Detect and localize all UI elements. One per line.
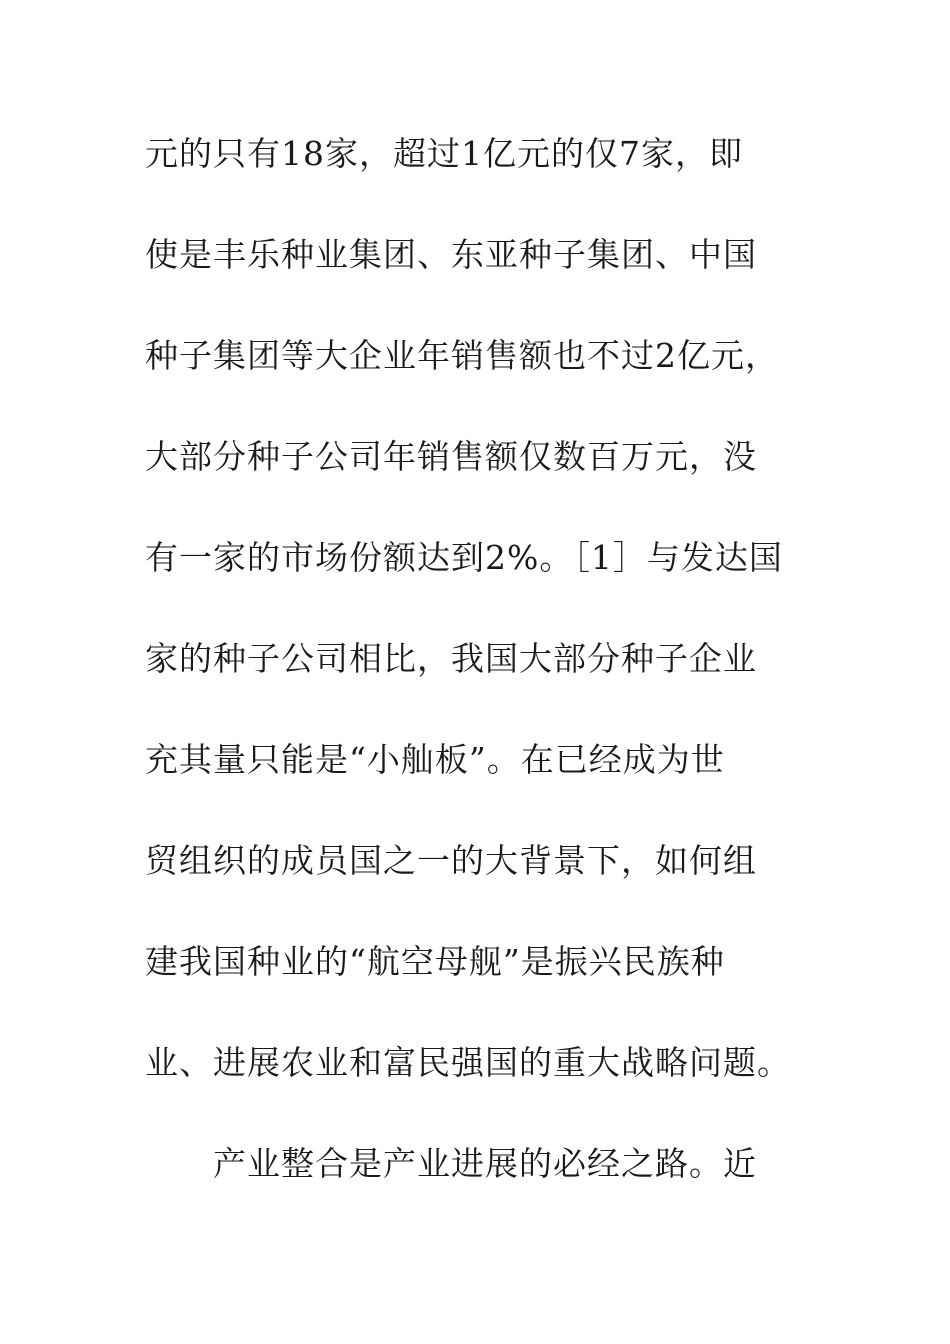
text-line: 充其量只能是“小舢板”。在已经成为世 [145, 740, 725, 779]
body-text [145, 124, 825, 1235]
text-line: 种子集团等大企业年销售额也不过2亿元， [145, 336, 779, 375]
text-line: 元的只有18家，超过1亿元的仅7家，即 [145, 134, 743, 173]
text-line: 使是丰乐种业集团、东亚种子集团、中国 [145, 235, 757, 274]
text-line: 贸组织的成员国之一的大背景下，如何组 [145, 841, 757, 880]
text-line: 建我国种业的“航空母舰”是振兴民族种 [145, 942, 725, 981]
text-line: 有一家的市场份额达到2%。［1］与发达国 [145, 538, 783, 577]
text-line: 家的种子公司相比，我国大部分种子企业 [145, 639, 757, 678]
text-line: 大部分种子公司年销售额仅数百万元，没 [145, 437, 757, 476]
paragraph-start-line: 产业整合是产业进展的必经之路。近 [213, 1144, 757, 1183]
text-line: 业、进展农业和富民强国的重大战略问题。 [145, 1043, 791, 1082]
